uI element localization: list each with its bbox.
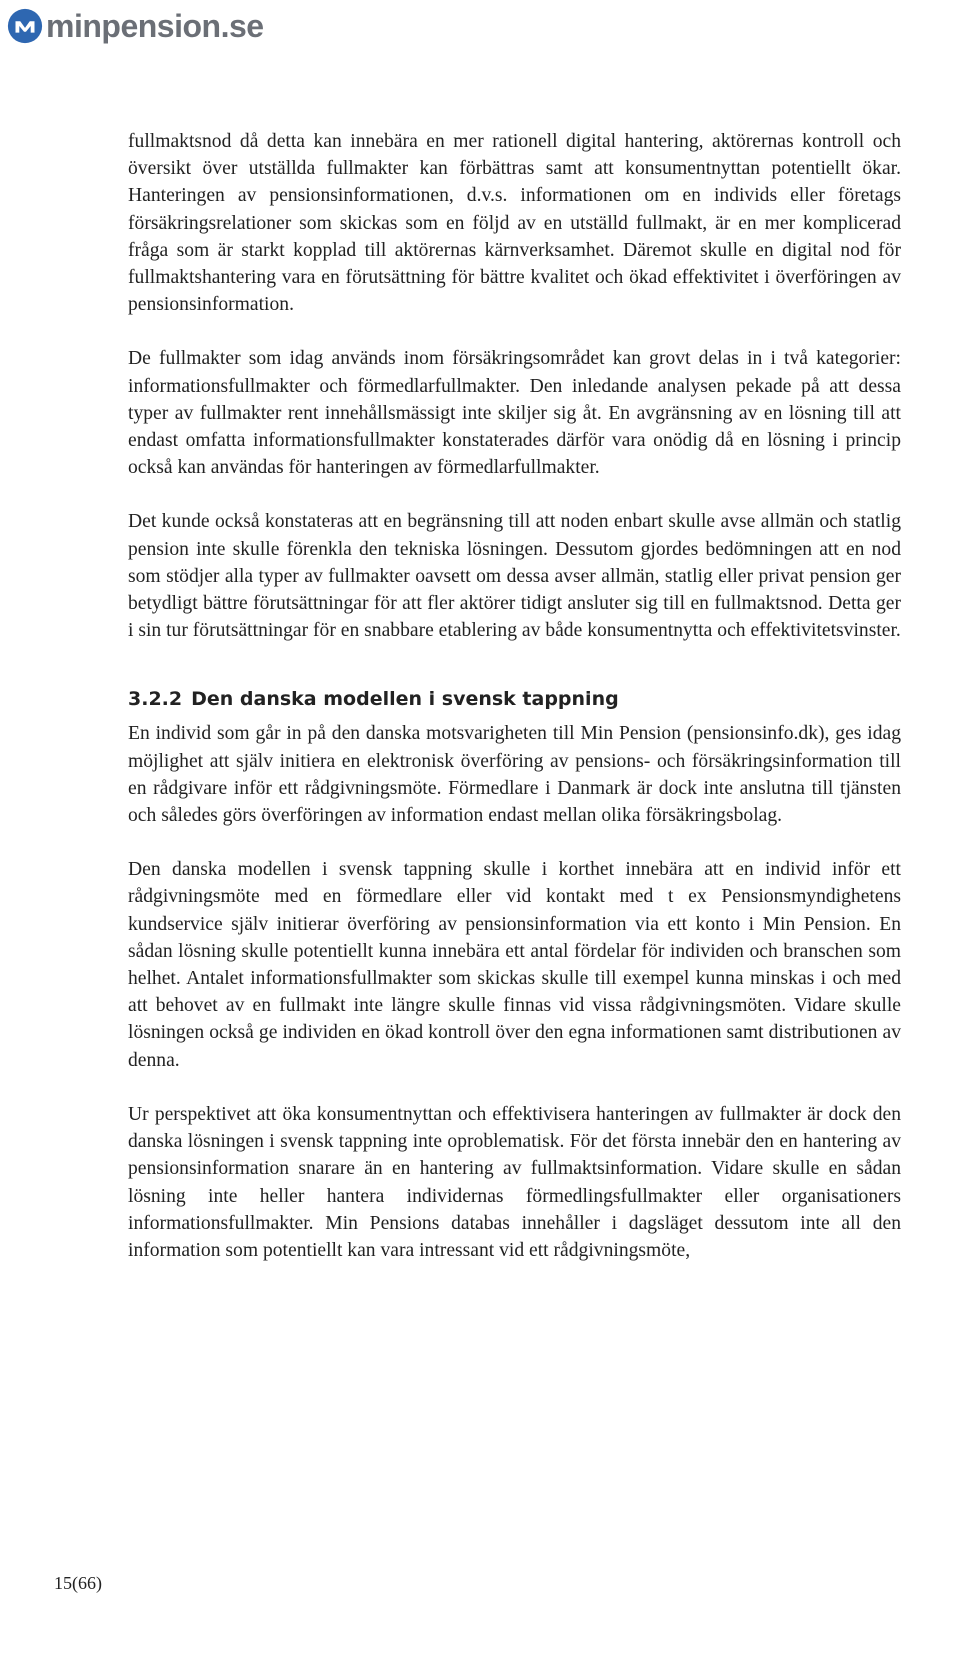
paragraph: fullmaktsnod då detta kan innebära en mer rationell digital hantering, aktörernas kontroll och översikt över utställda fullmakter kan förbättras samt att konsumentnyttan potentiellt ökar. Hanteringen av pensionsinformationen, d.v.s. informationen om en individs eller företags försäkringsrelationer som skickas som en följd av en utställd fullmakt, är en mer komplicerad fråga som är starkt kopplad till aktörernas kärnverksamhet. Däremot skulle en digital nod för fullmaktshantering vara en förutsättning för bättre kvalitet och ökad effektivitet i överföringen av pensionsinformation.: [128, 131, 901, 316]
paragraph: Den danska modellen i svensk tappning skulle i korthet innebära att en individ inför ett rådgivningsmöte med en förmedlare eller vid kontakt med t ex Pensionsmyndighetens kundservice själv initierar överföring av pensionsinformation via ett konto i Min Pension. En sådan lösning skulle potentiellt kunna innebära ett antal fördelar för individen och branschen som helhet. Antalet informationsfullmakter som skickas skulle till exempel kunna minskas i och med att behovet av en fullmakt inte längre skulle finnas vid vissa rådgivningsmöten. Vidare skulle lösningen också ge individen en ökad kontroll över den egna informationen samt distributionen av denna.: [128, 859, 901, 1071]
page-number: 15(66): [54, 1573, 102, 1593]
logo-text: minpension.se: [46, 7, 264, 44]
section-title: Den danska modellen i svensk tappning: [191, 688, 619, 711]
minpension-logo-icon: [6, 7, 44, 45]
paragraph: Ur perspektivet att öka konsumentnyttan och effektivisera hanteringen av fullmakter är dock den danska lösningen i svensk tappning inte oproblematisk. För det första innebär den en hantering av pensionsinformation snarare än en hantering av fullmaktsinformation. Vidare skulle en sådan lösning inte heller hantera individernas förmedlingsfullmakter eller organisationers informationsfullmakter. Min Pensions databas innehåller i dagsläget dessutom inte all den information som potentiellt kan vara intressant vid ett rådgivningsmöte,: [128, 1103, 901, 1261]
paragraph: De fullmakter som idag används inom försäkringsområdet kan grovt delas in i två kategorier: informationsfullmakter och förmedlarfullmakter. Den inledande analysen pekade på att dessa typer av fullmakter rent innehållsmässigt inte skiljer sig åt. En avgränsning av en lösning till att endast omfatta informationsfullmakter konstaterades därför vara onödig då en lösning i princip också kan användas för hanteringen av förmedlarfullmakter.: [128, 348, 901, 479]
section-number: 3.2.2: [128, 688, 183, 711]
document-body: [128, 128, 901, 1264]
paragraph: En individ som går in på den danska motsvarigheten till Min Pension (pensionsinfo.dk), ges idag möjlighet att själv initiera en elektronisk överföring av pensions- och försäkringsinformation till en rådgivare inför ett rådgivningsmöte. Förmedlare i Danmark är dock inte anslutna till tjänsten och således görs överföringen av information endast mellan olika försäkringsbolag.: [128, 723, 901, 827]
header-logo[interactable]: [6, 4, 264, 48]
paragraph: Det kunde också konstateras att en begränsning till att noden enbart skulle avse allmän och statlig pension inte skulle förenkla den tekniska lösningen. Dessutom gjordes bedömningen att en nod som stödjer alla typer av fullmakter oavsett om dessa avser allmän, statlig eller privat pension ger betydligt bättre förutsättningar för att fler aktörer tidigt ansluter sig till en fullmaktsnod. Detta ger i sin tur förutsättningar för en snabbare etablering av både konsumentnytta och effektivitetsvinster.: [128, 511, 901, 642]
section-heading: [128, 686, 901, 713]
